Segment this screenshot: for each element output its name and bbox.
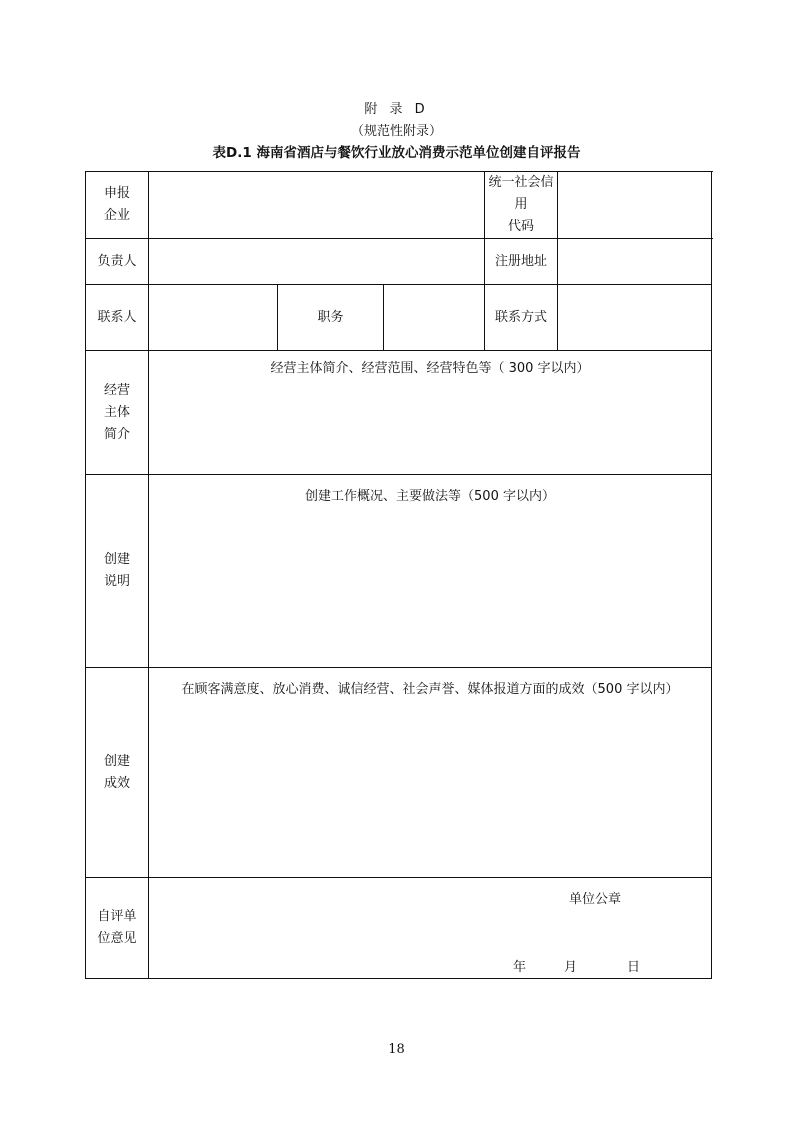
contact-field[interactable]: [149, 285, 278, 351]
self-eval-row: [86, 878, 712, 979]
applicant-field[interactable]: [149, 172, 485, 239]
year-label: 年: [513, 960, 527, 975]
self-evaluation-form: [85, 171, 712, 979]
profile-field[interactable]: [149, 351, 712, 475]
month-label: 月: [564, 960, 578, 975]
applicant-label: 申报 企业: [86, 172, 149, 239]
address-label: 注册地址: [485, 239, 558, 285]
responsible-label: 负责人: [86, 239, 149, 285]
address-field[interactable]: [558, 239, 712, 285]
results-row: [86, 668, 712, 878]
results-hint: 在顾客满意度、放心消费、诚信经营、社会声誉、媒体报道方面的成效（500 字以内）: [181, 682, 679, 697]
seal-label: 单位公章: [569, 892, 622, 907]
creation-row: [86, 475, 712, 668]
credit-code-label: 统一社会信用 代码: [485, 172, 558, 239]
normative-note: （规范性附录）: [350, 124, 442, 139]
applicant-row: [86, 172, 712, 239]
creation-label: 创建 说明: [86, 475, 149, 668]
contact-method-label: 联系方式: [485, 285, 558, 351]
self-eval-label: 自评单 位意见: [86, 878, 149, 979]
day-label: 日: [627, 960, 641, 975]
position-field[interactable]: [384, 285, 485, 351]
responsible-field[interactable]: [149, 239, 485, 285]
position-label: 职务: [278, 285, 384, 351]
results-field[interactable]: [149, 668, 712, 878]
responsible-row: [86, 239, 712, 285]
profile-hint: 经营主体简介、经营范围、经营特色等（ 300 字以内）: [270, 361, 590, 376]
results-label: 创建 成效: [86, 668, 149, 878]
profile-label: 经营 主体 简介: [86, 351, 149, 475]
creation-field[interactable]: [149, 475, 712, 668]
table-title: 表D.1 海南省酒店与餐饮行业放心消费示范单位创建自评报告: [212, 145, 581, 161]
contact-label: 联系人: [86, 285, 149, 351]
credit-code-field[interactable]: [558, 172, 712, 239]
contact-row: [86, 285, 712, 351]
contact-method-field[interactable]: [558, 285, 712, 351]
page-number: 18: [388, 1042, 405, 1057]
creation-hint: 创建工作概况、主要做法等（500 字以内）: [305, 489, 555, 504]
profile-row: [86, 351, 712, 475]
appendix-heading: 附 录 D: [364, 102, 429, 117]
self-eval-field[interactable]: [149, 878, 712, 979]
